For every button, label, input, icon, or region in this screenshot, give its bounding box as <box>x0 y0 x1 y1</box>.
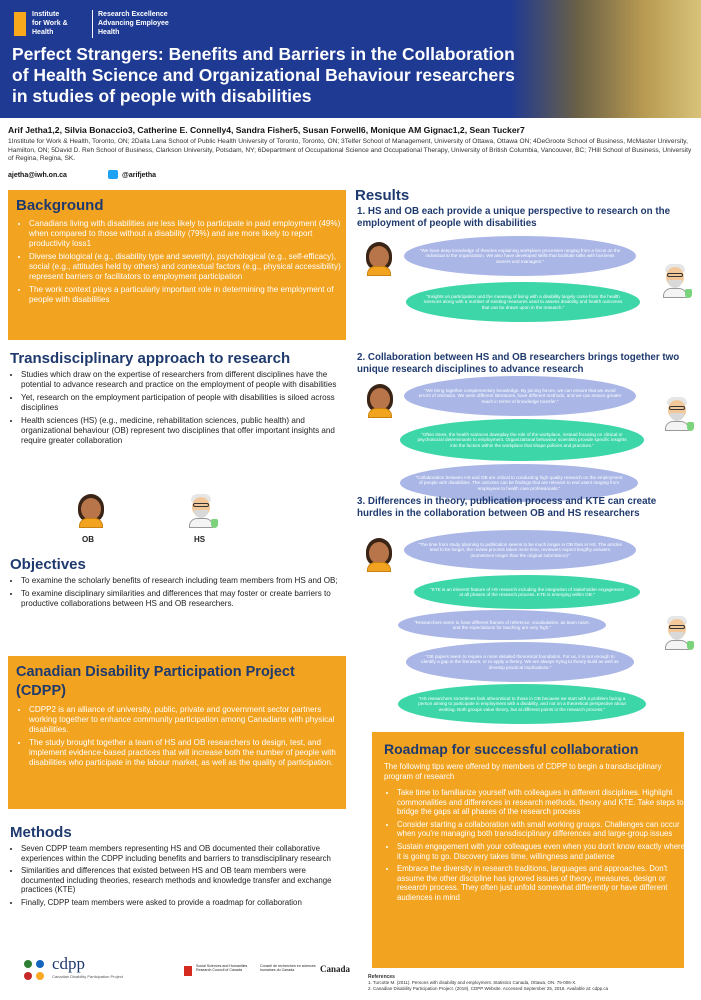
references <box>368 974 698 992</box>
twitter-handle[interactable]: @arifjetha <box>122 172 157 179</box>
methods-heading: Methods <box>10 824 72 841</box>
cdpp-panel <box>8 656 346 809</box>
list-item: • Finally, CDPP team members were asked to provide a roadmap for collaboration <box>21 898 351 908</box>
objectives-list <box>8 576 351 612</box>
logo-divider <box>92 10 93 38</box>
ob-researcher-avatar <box>363 382 397 418</box>
list-item: • Diverse biological (e.g., disability type and severity), psychological (e.g., self-efficacy), social (e.g., attitudes held by others) and contextual factors (e.g., physical accessibility) represent barriers or facilitators to employment participation <box>29 252 344 282</box>
authors: Arif Jetha1,2, Silvia Bonaccio3, Catherine E. Connelly4, Sandra Fisher5, Susan Forwell6, Monique AM Gignac1,2, Sean Tucker7 <box>8 125 525 135</box>
list-item: • Studies which draw on the expertise of researchers from different disciplines have the potential to advance research and practice on the employment of people with disabilities <box>21 370 351 390</box>
sshrc-text: Social Sciences and Humanities Research Council of Canada <box>196 964 248 973</box>
result1-heading: 1. HS and OB each provide a unique perspective to research on the employment of people with disabilities <box>357 206 671 229</box>
list-item: • Seven CDPP team members representing HS and OB documented their collaborative experiences within the CDPP including benefits and barriers to transdisciplinary research <box>21 844 351 863</box>
iwh-logo-mark <box>14 12 26 36</box>
quote-bubble: "We have deep knowledge of theories explaining workplace processes ranging from a focus on the individual to the organization. We also have developed skills that facilitate talks with business owners and managers." <box>404 236 636 276</box>
list-item: • To examine the scholarly benefits of research including team members from HS and OB; <box>21 576 351 586</box>
header-banner <box>0 0 701 118</box>
transdisciplinary-heading: Transdisciplinary approach to research <box>10 350 291 367</box>
background-heading: Background <box>16 197 104 214</box>
list-item: • Canadians living with disabilities are less likely to participate in paid employment (49%) when compared to those without a disability (79%) and are more likely to report productivity loss1 <box>29 219 344 249</box>
hs-researcher-avatar <box>658 262 692 298</box>
list-item: • The study brought together a team of HS and OB researchers to design, test, and implement evidence-based practices that will increase both the number of people with disabilities who participate in the labour market, as well as the quality of participation. <box>29 738 347 768</box>
hs-label: HS <box>194 535 206 544</box>
list-item: • Yet, research on the employment participation of people with disabilities is siloed across disciplines <box>21 393 351 413</box>
cdpp-logo-text: cdpp <box>52 954 86 973</box>
quote-bubble: "Insights on participation and the meaning of living with a disability largely come from the health sciences along with a number of existing measures used to assess disability and health outcomes that can be drawn upon in the research." <box>406 282 640 322</box>
list-item: • The work context plays a particularly important role in determining the employment of people with disabilities <box>29 285 344 305</box>
list-item: • To examine disciplinary similarities and differences that may foster or create barriers to productive collaborations between HS and OB researchers. <box>21 589 351 609</box>
list-item: • Health sciences (HS) (e.g., medicine, rehabilitation sciences, public health) and organizational behaviour (OB) represent two disciplines that offer important insights and require greater collaboration <box>21 416 351 446</box>
methods-list <box>8 844 351 911</box>
ob-researcher-avatar <box>74 492 108 528</box>
iwh-logo-text: Institute for Work & Health <box>32 11 68 36</box>
references-heading: References <box>368 974 395 980</box>
ob-researcher-avatar <box>362 240 396 276</box>
quote-bubble: "Often times, the health sciences downplay the role of the workplace, instead focusing on clinical or psychosocial determinants to employment. Organizational behaviour scientists provide specific insights into the factors within the workplace that shape policies and practices." <box>400 419 644 461</box>
list-item: • Consider starting a collaboration with small working groups. Challenges can occur when you're managing both transdisciplinary differences and large-group issues <box>397 820 689 839</box>
roadmap-heading: Roadmap for successful collaboration <box>384 741 639 757</box>
cdpp-logo-subtitle: Canadian Disability Participation Project <box>52 974 123 979</box>
hs-researcher-avatar <box>660 614 694 650</box>
twitter-icon <box>108 170 118 179</box>
result3-heading: 3. Differences in theory, publication process and KTE can create hurdles in the collaboration between OB and HS researchers <box>357 496 657 519</box>
canada-wordmark: Canada <box>320 964 351 974</box>
affiliations: 1Institute for Work & Health, Toronto, ON; 2Dalla Lana School of Public Health University of Toronto, Toronto, ON; 3Telfer School of Management, University of Ottawa, Ottawa ON; 4DeGroote School of Business, McMaster University, Hamilton, ON; 5David D. Reh School of Business, Clarkson University, Potsdam, NY; 6Department of Occupational Science and Occupational Therapy, University of British Columbia, Vancouver, BC; 7Hill School of Business, University of Regina, Regina, SK. <box>8 138 692 162</box>
list-item: • Similarities and differences that existed between HS and OB team members were documented including theories, research methods and knowledge transfer and exchange practices (KTE) <box>21 866 351 895</box>
background-list <box>16 219 344 308</box>
header-photo <box>511 0 701 118</box>
list-item: • Take time to familiarize yourself with colleagues in different disciplines. Highlight commonalities and differences in research methods, theory and KTE. Take steps to bridge the gaps at all phases of the research process <box>397 788 689 817</box>
objectives-heading: Objectives <box>10 556 86 573</box>
list-item: • Sustain engagement with your colleagues even when you don't know exactly where it is going to go. Discovery takes time, willingness and patience <box>397 842 689 861</box>
result2-heading: 2. Collaboration between HS and OB researchers brings together two unique research disciplines to advance research <box>357 352 680 375</box>
contact-email[interactable]: ajetha@iwh.on.ca <box>8 172 67 179</box>
quote-bubble: "The time from study planning to publication seems to be much longer in OB than in HS. The articles tend to be longer, the review process takes more time, reviewers expect lengthy answers (sometimes longer than the original submission)" <box>404 530 636 570</box>
roadmap-intro: The following tips were offered by members of CDPP to begin a transdisciplinary program of research <box>384 762 662 781</box>
list-item: • CDPP2 is an alliance of university, public, private and government sector partners working together to enhance community participation among Canadians with physical disabilities. <box>29 705 347 735</box>
crsh-text: Conseil de recherches en sciences humaines du Canada <box>260 964 316 973</box>
footer-logos <box>22 954 351 995</box>
quote-bubble: "Researchers seem to have different frames of reference, vocabularies, as team roam, and the expectations for teaching are very high." <box>398 610 606 640</box>
results-heading: Results <box>355 187 410 204</box>
cdpp-list <box>16 705 347 771</box>
transdisciplinary-list <box>8 370 351 449</box>
roadmap-panel <box>372 732 684 968</box>
iwh-tagline: Research Excellence Advancing Employee Health <box>98 11 169 36</box>
list-item: • Embrace the diversity in research traditions, languages and approaches. Don't assume the other discipline has ignored issues of theory, measures, design or research process. They often just unfold somewhat differently or have different audiences in mind <box>397 864 689 902</box>
background-panel <box>8 190 346 340</box>
quote-bubble: "Collaboration between HS and OB are critical to conducting high quality research on the employment of people with disabilities. The outcome can be findings that are relevant to end users ranging from employees to health care professionals." <box>400 464 638 502</box>
quote-bubble: "KTE is an inherent feature of HS research including the integration of stakeholder engagement at all phases of the research process. KTE is emerging within OB." <box>414 575 640 609</box>
hs-researcher-avatar <box>184 492 218 528</box>
quote-bubble: "HS researchers sometimes look atheoretical to those in OB because we start with a problem facing a person aiming to participate in employment with a disability, and not on a theoretical perspective about working. Both groups value theory, but at different points in the research process." <box>398 684 646 724</box>
ob-label: OB <box>82 535 94 544</box>
hs-researcher-avatar <box>660 395 694 431</box>
reference-item: 2. Canadian Disability Participation Project. (2018). CDPP Website. Accessed September 25, 2018. Available at: cdpp.ca <box>368 986 609 991</box>
quote-bubble: "We bring together complementary knowledge. By joining forces, we can ensure that we avoid errors of omission. We were different literatures, have different methods, and we can ensure greater reach in terms of knowledge transfer." <box>404 376 636 416</box>
quote-bubble: "OB papers seem to require a more detailed theoretical foundation. For us, it is not enough to identify a gap in the literature, or to apply a theory. We are always trying to theory-build as well as develop practical implications." <box>406 642 634 682</box>
poster-title: Perfect Strangers: Benefits and Barriers in the Collaboration of Health Science and Organizational Behaviour researchers in studies of people with disabilities <box>12 44 515 106</box>
ob-researcher-avatar <box>362 536 396 572</box>
roadmap-list <box>384 788 689 906</box>
reference-item: 1. Turcotte M. (2011). Persons with disability and employment. Statistics Canada, Ottawa, ON. 75-006-X. <box>368 980 577 985</box>
cdpp-heading: Canadian Disability Participation Project (CDPP) <box>16 664 295 699</box>
